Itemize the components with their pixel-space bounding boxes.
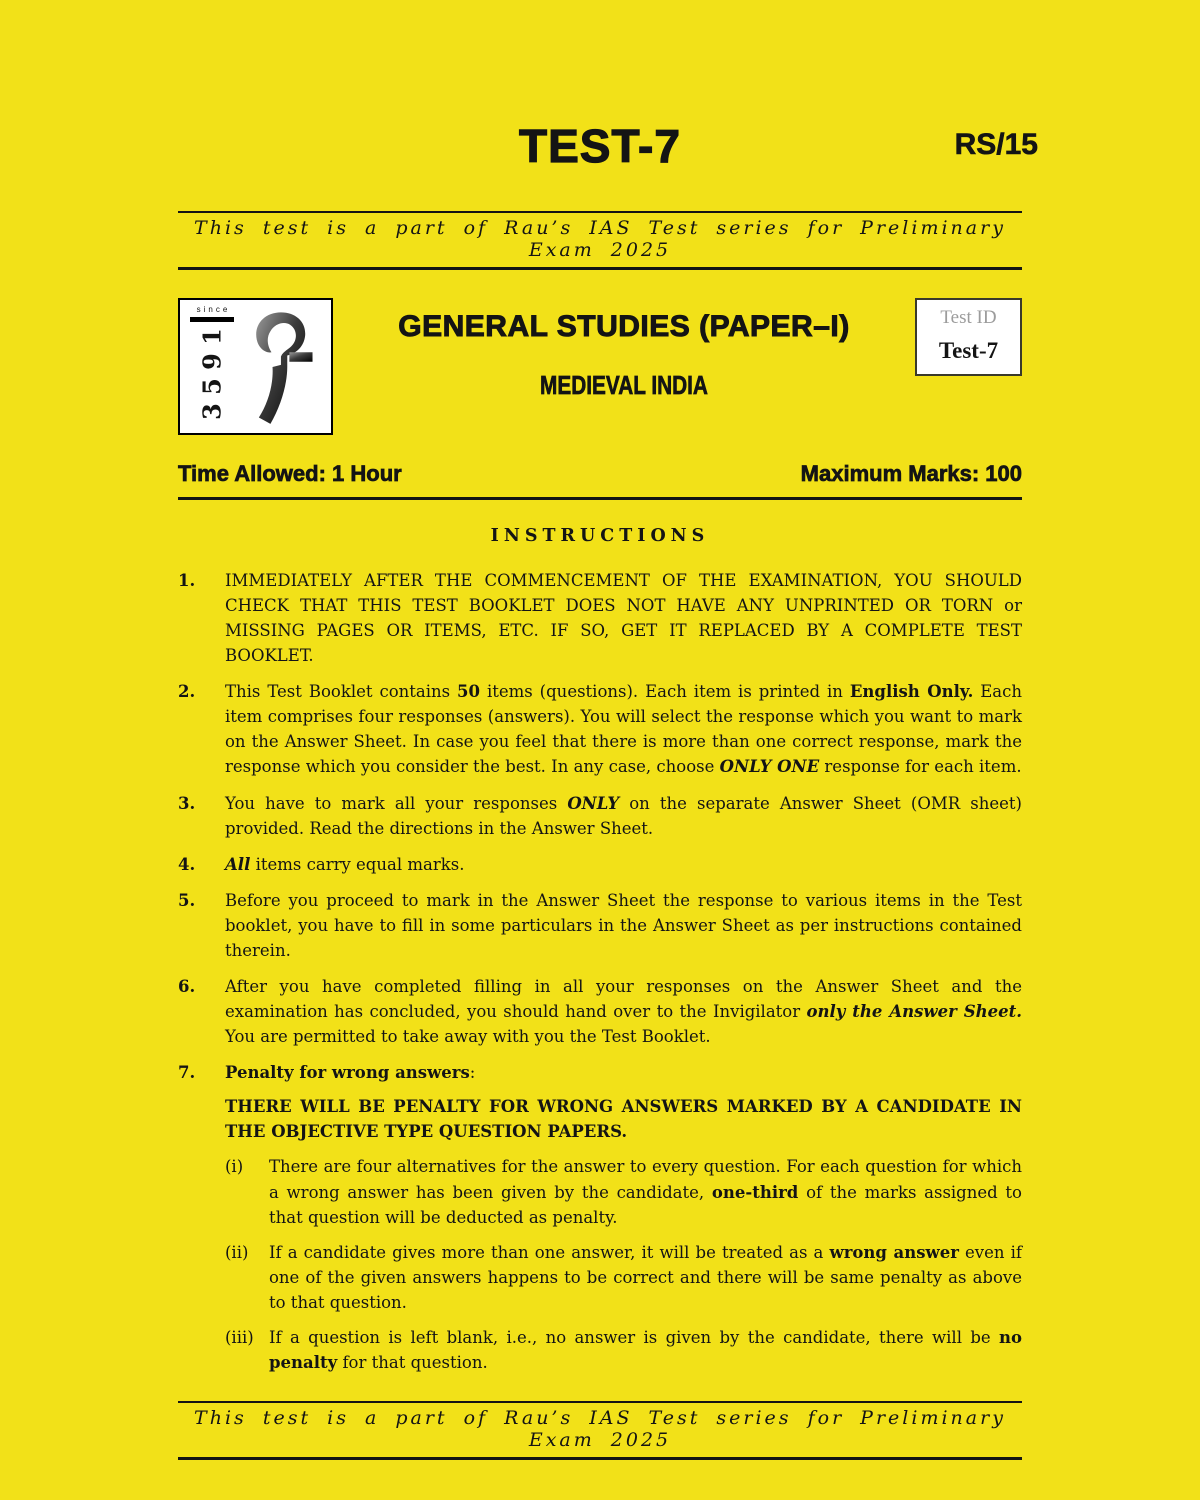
text-segment: You have to mark all your responses [225, 793, 568, 813]
instruction-number: 5. [178, 890, 196, 910]
instruction-body [225, 852, 1022, 877]
logo-since-1953 [188, 306, 236, 429]
logo-year-digit: 1 [197, 328, 227, 345]
instruction-subitem [225, 1154, 1022, 1229]
text-segment: This Test Booklet contains [225, 682, 458, 702]
subitem-body [269, 1325, 1022, 1375]
instruction-item [178, 568, 1022, 668]
text-segment: THERE WILL BE PENALTY FOR WRONG ANSWERS MARKED BY A CANDIDATE IN THE OBJECTIVE TYPE QUESTION PAPERS. [225, 1097, 1022, 1142]
test-id-box [915, 298, 1022, 376]
logo-year-digit: 3 [197, 403, 227, 420]
instruction-body [225, 568, 1022, 668]
instruction-item [178, 679, 1022, 779]
test-code-title: TEST-7 [519, 120, 681, 172]
text-segment: You are permitted to take away with you the Test Booklet. [225, 1027, 711, 1047]
paper-subtitle-wrap [333, 370, 915, 401]
text-segment: There are four alternatives for the answer to every question. For each question for which a wrong answer has been given by the candidate, [269, 1157, 1022, 1202]
paper-info-row [178, 298, 1022, 435]
logo-since-label: since [196, 304, 231, 314]
text-segment: wrong answer [829, 1242, 959, 1262]
text-segment: for that question. [337, 1353, 488, 1372]
text-segment: : [469, 1063, 476, 1083]
paper-title: GENERAL STUDIES (PAPER–I) [398, 309, 850, 343]
text-segment: Before you proceed to mark in the Answer Sheet the response to various items in the Test booklet, you have to fill in some particulars in the Answer Sheet as per instructions contained therein. [225, 890, 1022, 960]
instruction-body [225, 888, 1022, 963]
text-segment: Penalty for wrong answers [225, 1063, 470, 1083]
instructions-heading: INSTRUCTIONS [490, 525, 710, 546]
instruction-paragraph [225, 1060, 1022, 1085]
instruction-paragraph [225, 974, 1022, 1049]
text-segment: If a candidate gives more than one answer, it will be treated as a [269, 1242, 830, 1262]
text-segment: even if one of the given answers happens to be correct and there will be same penalty as above to that question. [269, 1242, 1022, 1312]
instruction-paragraph [225, 568, 1022, 668]
page-header [178, 0, 1038, 173]
time-marks-row [178, 461, 1022, 500]
maximum-marks: Maximum Marks: 100 [800, 460, 1022, 486]
instruction-number: 6. [178, 976, 196, 996]
logo-year-digit: 5 [197, 378, 227, 395]
raus-ias-logo-glyph-icon [236, 306, 327, 429]
text-segment: of the marks assigned to that question will be deducted as penalty. [269, 1182, 1022, 1227]
test-id-value: Test-7 [938, 337, 999, 363]
instruction-number: 7. [178, 1063, 196, 1083]
instruction-paragraph [225, 679, 1022, 779]
subitem-body [269, 1154, 1022, 1229]
instruction-number: 3. [178, 793, 196, 813]
paper-code: RS/15 [954, 128, 1038, 161]
instruction-paragraph [225, 791, 1022, 841]
instruction-body [225, 1060, 1022, 1375]
logo-year-1953 [197, 324, 227, 424]
text-segment: ONLY [567, 793, 620, 813]
instruction-paragraph [225, 1094, 1022, 1144]
text-segment: All [225, 854, 251, 874]
raus-ias-logo [178, 298, 333, 435]
instruction-item [178, 791, 1022, 841]
instruction-body [225, 679, 1022, 779]
series-banner-bottom-text: This test is a part of Rau’s IAS Test series for Preliminary Exam 2025 [194, 1407, 1006, 1452]
series-banner-top [178, 211, 1022, 270]
text-segment: items (questions). Each item is printed in [480, 682, 850, 702]
subitem-marker: (i) [225, 1157, 244, 1177]
instruction-list [178, 568, 1022, 1375]
text-segment: response for each item. [819, 757, 1022, 777]
text-segment: only the Answer Sheet. [806, 1002, 1022, 1022]
text-segment: English Only. [849, 682, 974, 702]
instruction-subitem [225, 1240, 1022, 1315]
instruction-subitem [225, 1325, 1022, 1375]
logo-year-digit: 9 [197, 353, 227, 370]
instruction-number: 4. [178, 854, 196, 874]
text-segment: Each item comprises four responses (answers). You will select the response which you want to mark on the Answer Sheet. In case you feel that there is more than one correct response, mark the response which you consider the best. In any case, choose [225, 682, 1023, 777]
instruction-body [225, 791, 1022, 841]
instruction-item [178, 974, 1022, 1049]
instruction-number: 1. [178, 570, 196, 590]
text-segment: IMMEDIATELY AFTER THE COMMENCEMENT OF THE EXAMINATION, YOU SHOULD CHECK THAT THIS TEST BOOKLET DOES NOT HAVE ANY UNPRINTED OR TORN or MISSING PAGES OR ITEMS, ETC. IF SO, GET IT REPLACED BY A COMPLETE TEST BOOKLET. [225, 570, 1022, 666]
text-segment: on the separate Answer Sheet (OMR sheet) provided. Read the directions in the Answer Sheet. [225, 793, 1022, 838]
time-allowed: Time Allowed: 1 Hour [178, 460, 402, 486]
text-segment: one-third [711, 1182, 799, 1202]
text-segment: no penalty [269, 1327, 1022, 1372]
text-segment: ONLY ONE [719, 757, 820, 777]
paper-heading-block [333, 298, 915, 401]
text-segment: items carry equal marks. [250, 854, 465, 874]
instruction-item [178, 888, 1022, 963]
text-segment: After you have completed filling in all your responses on the Answer Sheet and the examination has concluded, you should hand over to the Invigilator [225, 976, 1022, 1022]
instruction-number: 2. [178, 682, 196, 702]
instruction-body [225, 974, 1022, 1049]
instruction-item [178, 1060, 1022, 1375]
subitem-marker: (ii) [225, 1242, 249, 1262]
subitem-body [269, 1240, 1022, 1315]
text-segment: 50 [457, 682, 481, 702]
paper-subtitle: MEDIEVAL INDIA [540, 369, 708, 400]
test-id-label: Test ID [940, 306, 997, 328]
instruction-paragraph [225, 852, 1022, 877]
text-segment: If a question is left blank, i.e., no answer is given by the candidate, there will be [269, 1327, 999, 1347]
subitem-marker: (iii) [225, 1327, 254, 1347]
instruction-item [178, 852, 1022, 877]
series-banner-top-text: This test is a part of Rau’s IAS Test series for Preliminary Exam 2025 [194, 216, 1006, 261]
series-banner-bottom [178, 1401, 1022, 1460]
instruction-paragraph [225, 888, 1022, 963]
